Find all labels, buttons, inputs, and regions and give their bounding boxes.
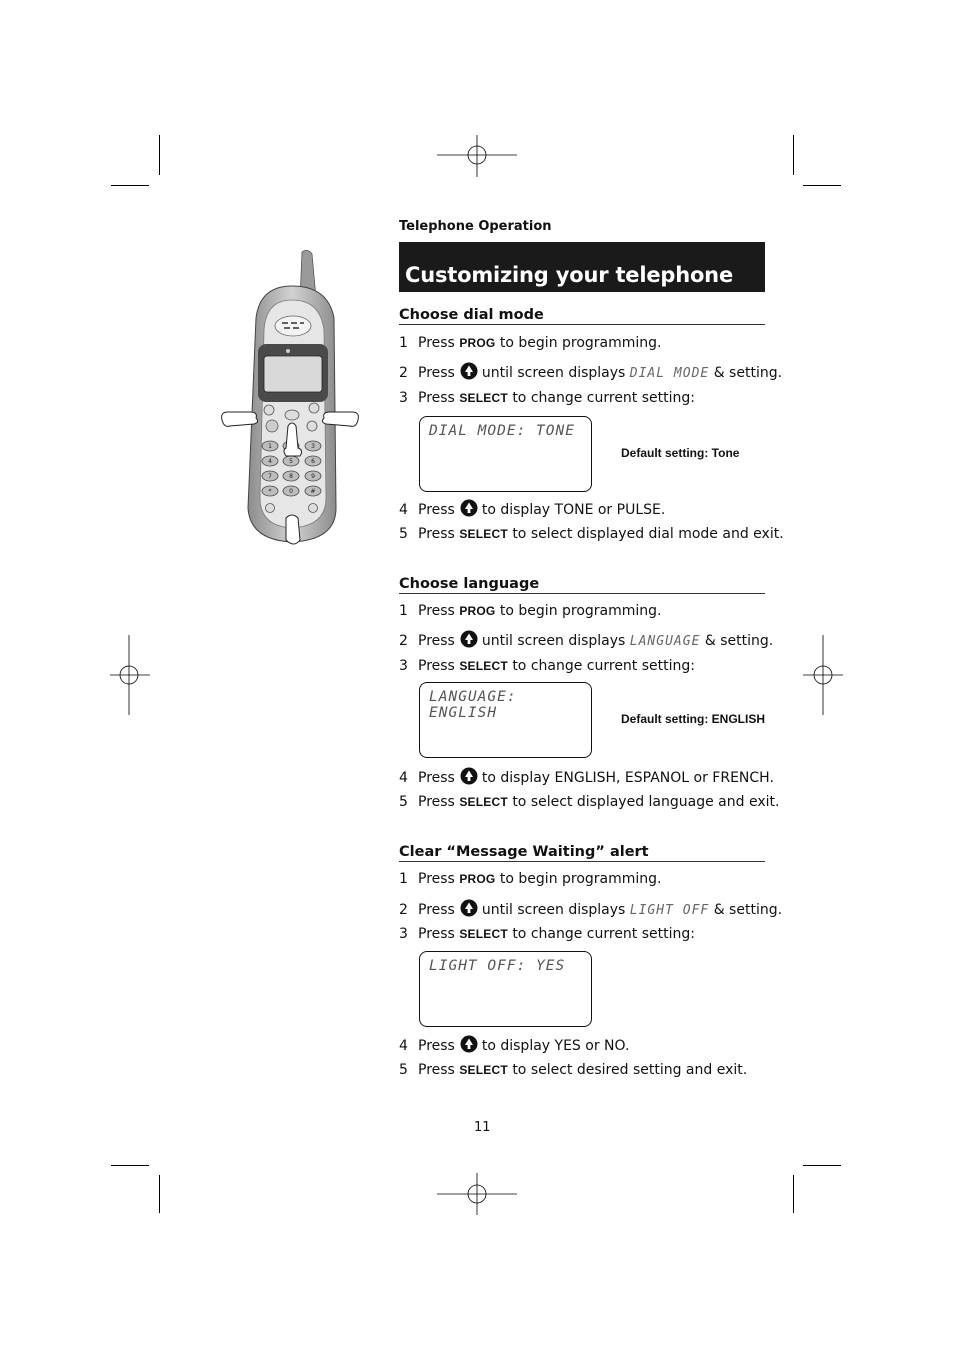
keypad-key-label: 9 [311, 473, 315, 480]
keypad-key-label: 7 [268, 473, 272, 480]
page-title: Customizing your telephone [405, 263, 733, 287]
default-setting-note: Default setting: Tone [621, 446, 740, 460]
list-item: 1 Press PROG to begin programming. [399, 871, 662, 887]
list-item: 5 Press SELECT to select desired setting and exit. [399, 1062, 748, 1078]
crop-mark [159, 135, 160, 175]
handset-illustration [220, 248, 360, 550]
keypad-key-label: 4 [268, 458, 272, 465]
crop-mark [111, 185, 149, 186]
keypad-key-label: 3 [311, 443, 315, 450]
registration-mark-top [437, 135, 517, 177]
up-arrow-icon [460, 362, 478, 380]
keypad-key-label: 8 [289, 473, 293, 480]
keypad-key-label: * [268, 488, 272, 495]
section-heading: Choose dial mode [399, 307, 765, 325]
list-item: 4 Press to display ENGLISH, ESPANOL or FRENCH. [399, 767, 765, 786]
list-item: 2 Press until screen displays DIAL MODE & setting. [399, 362, 765, 381]
lcd-screen: LANGUAGE: ENGLISH [419, 682, 592, 758]
crop-mark [793, 135, 794, 175]
up-arrow-icon [460, 899, 478, 917]
up-arrow-icon [460, 630, 478, 648]
list-item: 5 Press SELECT to select displayed language and exit. [399, 794, 780, 810]
up-arrow-icon [460, 1035, 478, 1053]
list-item: 3 Press SELECT to change current setting: [399, 926, 695, 942]
up-arrow-icon [460, 767, 478, 785]
registration-mark-left [110, 635, 150, 715]
lcd-screen: DIAL MODE: TONE [419, 416, 592, 492]
page-number: 11 [474, 1120, 491, 1135]
list-item: 2 Press until screen displays LANGUAGE & setting. [399, 630, 765, 649]
keypad-key-label: # [310, 488, 316, 495]
keypad-key-label: 0 [289, 488, 293, 495]
list-item: 1 Press PROG to begin programming. [399, 603, 662, 619]
list-item: 3 Press SELECT to change current setting: [399, 390, 695, 406]
registration-mark-bottom [437, 1173, 517, 1215]
list-item: 5 Press SELECT to select displayed dial mode and exit. [399, 526, 784, 542]
default-setting-note: Default setting: ENGLISH [621, 712, 766, 726]
list-item: 4 Press to display YES or NO. [399, 1035, 765, 1054]
crop-mark [111, 1165, 149, 1166]
keypad-key-label: 1 [268, 443, 272, 450]
crop-mark [803, 1165, 841, 1166]
list-item: 2 Press until screen displays LIGHT OFF & setting. [399, 899, 765, 918]
keypad-key-label: 6 [311, 458, 315, 465]
crop-mark [793, 1175, 794, 1213]
section-heading: Choose language [399, 576, 765, 594]
registration-mark-right [803, 635, 843, 715]
crop-mark [803, 185, 841, 186]
list-item: 1 Press PROG to begin programming. [399, 335, 662, 351]
section-heading: Clear “Message Waiting” alert [399, 844, 765, 862]
section-label: Telephone Operation [399, 219, 552, 234]
crop-mark [159, 1175, 160, 1213]
list-item: 4 Press to display TONE or PULSE. [399, 499, 765, 518]
title-banner [399, 242, 765, 292]
keypad-key-label: 5 [289, 458, 293, 465]
lcd-screen: LIGHT OFF: YES [419, 951, 592, 1027]
list-item: 3 Press SELECT to change current setting: [399, 658, 695, 674]
up-arrow-icon [460, 499, 478, 517]
